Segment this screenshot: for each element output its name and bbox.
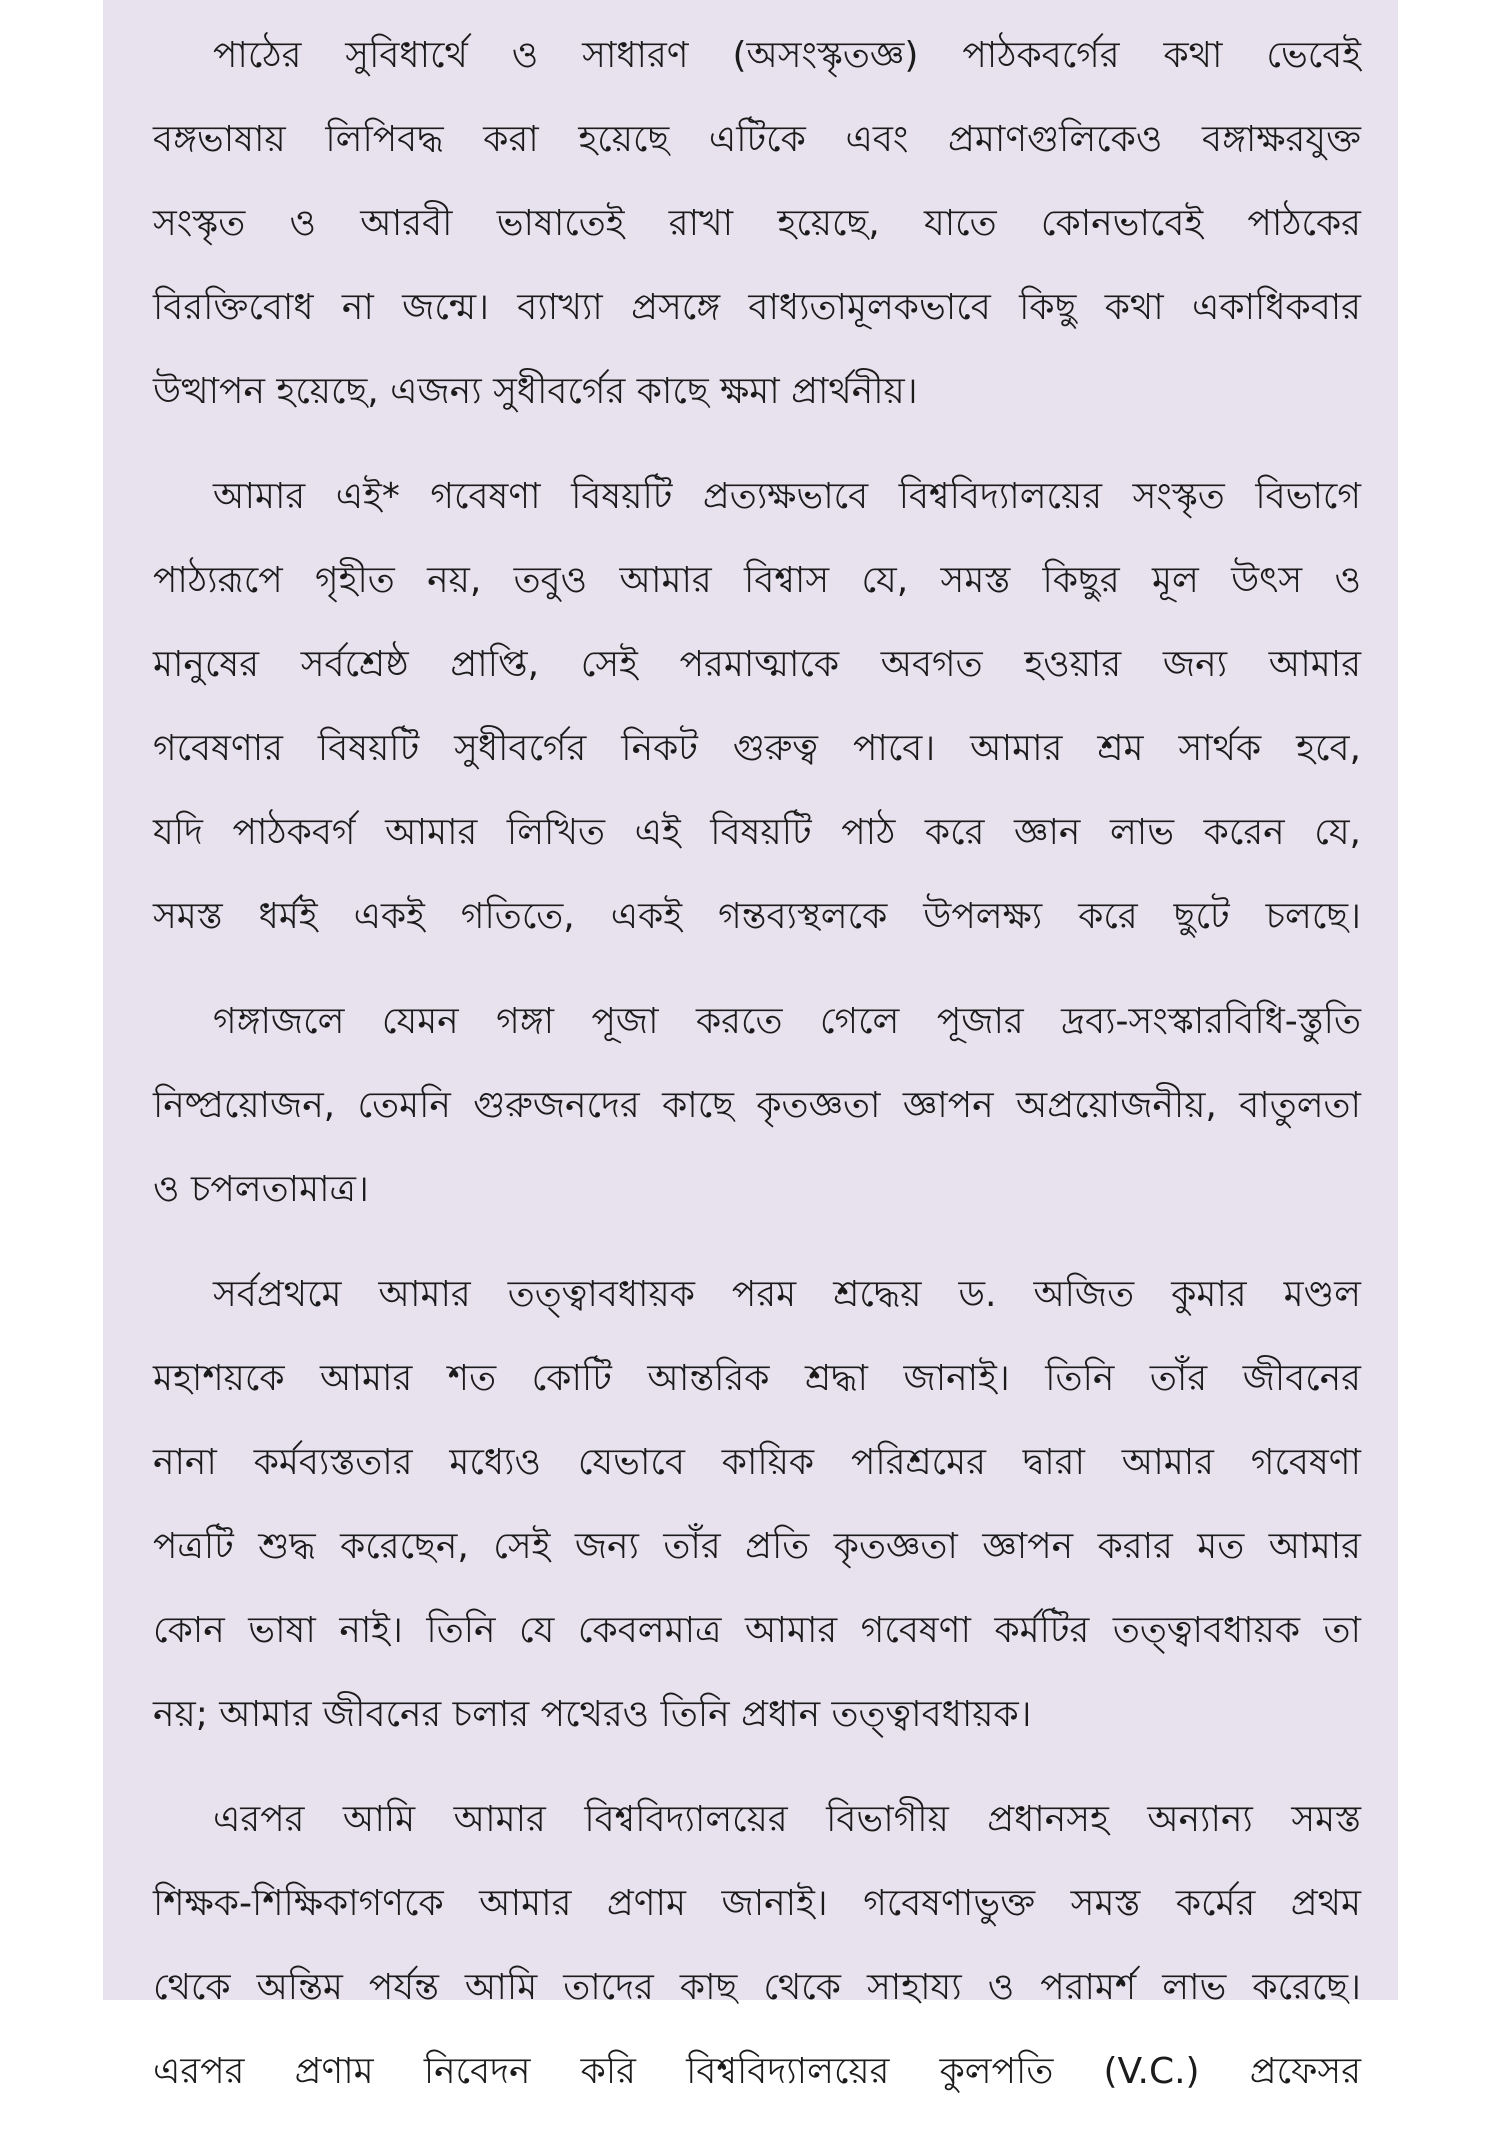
text-line: গবেষণার বিষয়টি সুধীবর্গের নিকট গুরুত্ব পাবে। আমার শ্রম সার্থক হবে, [153, 728, 1361, 769]
text-line: নিষ্প্রয়োজন, তেমনি গুরুজনদের কাছে কৃতজ্ঞতা জ্ঞাপন অপ্রয়োজনীয়, বাতুলতা [153, 1085, 1361, 1126]
paragraph [153, 1778, 1361, 2114]
text-line: আমার এই* গবেষণা বিষয়টি প্রত্যক্ষভাবে বিশ্ববিদ্যালয়ের সংস্কৃত বিভাগে [213, 476, 1361, 517]
text-line: পত্রটি শুদ্ধ করেছেন, সেই জন্য তাঁর প্রতি কৃতজ্ঞতা জ্ঞাপন করার মত আমার [153, 1526, 1361, 1567]
page-text [153, 14, 1361, 2135]
text-line: নানা কর্মব্যস্ততার মধ্যেও যেভাবে কায়িক পরিশ্রমের দ্বারা আমার গবেষণা [153, 1442, 1361, 1483]
text-line: বঙ্গভাষায় লিপিবদ্ধ করা হয়েছে এটিকে এবং প্রমাণগুলিকেও বঙ্গাক্ষরযুক্ত [153, 119, 1361, 160]
text-line: যদি পাঠকবর্গ আমার লিখিত এই বিষয়টি পাঠ করে জ্ঞান লাভ করেন যে, [153, 812, 1361, 853]
text-line: এরপর প্রণাম নিবেদন করি বিশ্ববিদ্যালয়ের কুলপতি (V.C.) প্রফেসর [153, 2051, 1361, 2092]
paragraph [153, 455, 1361, 959]
text-line: থেকে অন্তিম পর্যন্ত আমি তাদের কাছ থেকে সাহায্য ও পরামর্শ লাভ করেছে। [153, 1967, 1361, 2008]
text-line: মহাশয়কে আমার শত কোটি আন্তরিক শ্রদ্ধা জানাই। তিনি তাঁর জীবনের [153, 1358, 1361, 1399]
text-line: গঙ্গাজলে যেমন গঙ্গা পূজা করতে গেলে পূজার দ্রব্য-সংস্কারবিধি-স্তুতি [213, 1001, 1361, 1042]
text-line: সর্বপ্রথমে আমার তত্ত্বাবধায়ক পরম শ্রদ্ধেয় ড. অজিত কুমার মণ্ডল [213, 1274, 1361, 1315]
text-line: পাঠের সুবিধার্থে ও সাধারণ (অসংস্কৃতজ্ঞ) পাঠকবর্গের কথা ভেবেই [213, 35, 1361, 76]
text-line: বিরক্তিবোধ না জন্মে। ব্যাখ্যা প্রসঙ্গে বাধ্যতামূলকভাবে কিছু কথা একাধিকবার [153, 287, 1361, 328]
text-line: শিক্ষক-শিক্ষিকাগণকে আমার প্রণাম জানাই। গবেষণাভুক্ত সমস্ত কর্মের প্রথম [153, 1883, 1361, 1924]
text-line: সমস্ত ধর্মই একই গতিতে, একই গন্তব্যস্থলকে উপলক্ষ্য করে ছুটে চলছে। [153, 896, 1361, 937]
text-line: উত্থাপন হয়েছে, এজন্য সুধীবর্গের কাছে ক্ষমা প্রার্থনীয়। [153, 371, 918, 412]
text-line: পাঠ্যরূপে গৃহীত নয়, তবুও আমার বিশ্বাস যে, সমস্ত কিছুর মূল উৎস ও [153, 560, 1361, 601]
text-line: মানুষের সর্বশ্রেষ্ঠ প্রাপ্তি, সেই পরমাত্মাকে অবগত হওয়ার জন্য আমার [153, 644, 1361, 685]
paragraph [153, 980, 1361, 1232]
text-line: কোন ভাষা নাই। তিনি যে কেবলমাত্র আমার গবেষণা কর্মটির তত্ত্বাবধায়ক তা [153, 1610, 1361, 1651]
text-line: ও চপলতামাত্র। [153, 1169, 369, 1210]
paragraph [153, 1253, 1361, 1757]
paragraph [153, 14, 1361, 434]
text-line: সংস্কৃত ও আরবী ভাষাতেই রাখা হয়েছে, যাতে কোনভাবেই পাঠকের [153, 203, 1361, 244]
text-line: এরপর আমি আমার বিশ্ববিদ্যালয়ের বিভাগীয় প্রধানসহ অন্যান্য সমস্ত [213, 1799, 1361, 1840]
book-page [103, 0, 1398, 2092]
text-line: নয়; আমার জীবনের চলার পথেরও তিনি প্রধান তত্ত্বাবধায়ক। [153, 1694, 1032, 1735]
